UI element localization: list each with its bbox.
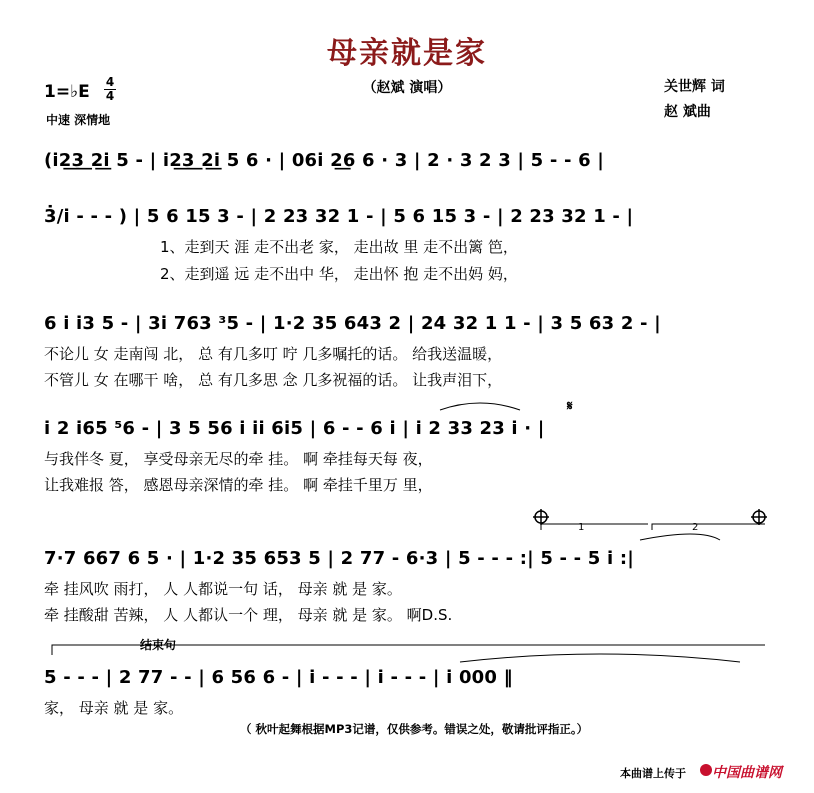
notation-row-1: (i2͟3͟ 2͟i 5 - | i2͟3͟ 2͟i 5 6 · | 06i 2͟6 6 · 3 | 2 · 3 2 3 | 5 - - 6 | [44, 150, 605, 171]
lyric-row-3-verse-1: 不论儿 女 走南闯 北， 总 有几多叮 咛 几多嘱托的话。 给我送温暖， [44, 345, 503, 363]
lyric-row-2-verse-2: 2、走到遥 远 走不出中 华， 走出怀 抱 走不出妈 妈， [160, 265, 518, 283]
lyricist-credit: 关世辉 词 [664, 79, 725, 95]
lyric-row-5-verse-2: 牵 挂酸甜 苦辣， 人 人都认一个 理， 母亲 就 是 家。 啊D.S. [44, 606, 453, 624]
volta-1-bracket [541, 524, 648, 530]
volta-1-label: 1 [578, 522, 585, 533]
tie-arc [460, 654, 740, 662]
composer-credit: 赵 斌曲 [664, 104, 711, 120]
song-title: 母亲就是家 [327, 36, 487, 71]
lyric-row-5-verse-1: 牵 挂风吹 雨打， 人 人都说一句 话， 母亲 就 是 家。 [44, 580, 402, 598]
lyric-row-4-verse-1: 与我伴冬 夏， 享受母亲无尽的牵 挂。 啊 牵挂每天每 夜， [44, 450, 433, 468]
singer-credit: （赵斌 演唱） [362, 80, 452, 96]
tie-arc [440, 403, 520, 410]
volta-2-bracket [652, 524, 765, 530]
tempo-marking: 中速 深情地 [46, 113, 111, 127]
notation-row-5: 7·7 667 6 5 · | 1·2 35 653 5 | 2 77 - 6·3 | 5 - - - :| 5 - - 5 i :| [44, 548, 635, 569]
lyric-row-6-verse-1: 家， 母亲 就 是 家。 [44, 699, 184, 717]
coda-icon [533, 509, 549, 525]
ending-label: 结束句 [140, 638, 177, 652]
tie-arc [640, 534, 720, 540]
lyric-row-2-verse-1: 1、走到天 涯 走不出老 家， 走出故 里 走不出篱 笆， [160, 238, 518, 256]
meter-top: 4 [105, 75, 115, 89]
ending-bracket [52, 645, 765, 655]
site-logo-icon [700, 764, 712, 776]
notation-row-3: 6 i i3 5 - | 3i 763 ³5 - | 1·2 35 643 2 | 24 32 1 1 - | 3 5 63 2 - | [44, 313, 661, 334]
source-label: 本曲谱上传于 [620, 767, 686, 780]
footnote: （ 秋叶起舞根据MP3记谱，仅供参考。错误之处，敬请批评指正。） [240, 722, 589, 736]
notation-row-2: 3̇/i - - - ) | 5 6 15 3 - | 2 23 32 1 - | 5 6 15 3 - | 2 23 32 1 - | [44, 206, 634, 227]
volta-2-label: 2 [692, 522, 699, 533]
lyric-row-3-verse-2: 不管儿 女 在哪干 啥， 总 有几多思 念 几多祝福的话。 让我声泪下， [44, 371, 503, 389]
meter-bottom: 4 [105, 89, 115, 103]
site-logo-text[interactable]: 中国曲谱网 [712, 765, 782, 781]
lyric-row-4-verse-2: 让我难报 答， 感恩母亲深情的牵 挂。 啊 牵挂千里万 里， [44, 476, 433, 494]
segno-icon: 𝄋 [567, 399, 573, 414]
coda-icon [751, 509, 767, 525]
key-signature: 1=♭E [44, 82, 90, 102]
notation-row-6: 5 - - - | 2 77 - - | 6 56 6 - | i - - - | i - - - | i 000 ‖ [44, 667, 513, 688]
notation-row-4: i 2 i65 ⁵6 - | 3 5 56 i ii 6i5 | 6 - - 6 i | i 2 33 23 i · | [44, 418, 545, 439]
